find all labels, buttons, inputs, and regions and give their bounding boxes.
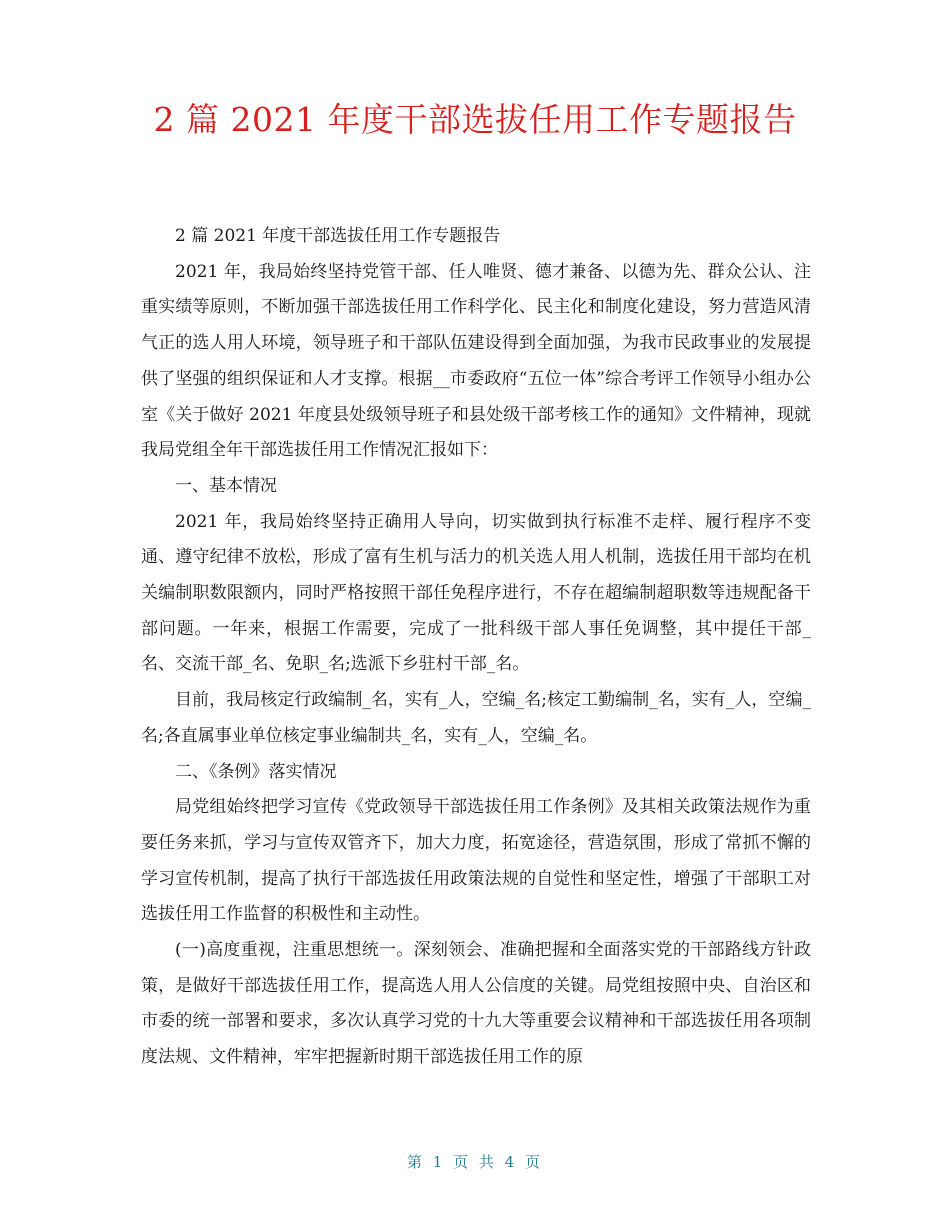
paragraph-staffing: 目前，我局核定行政编制_名，实有_人，空编_名;核定工勤编制_名，实有_人，空编_名;各直属事业单位核定事业编制共_名，实有_人，空编_名。 (141, 690, 811, 746)
paragraph-basic-situation: 2021 年，我局始终坚持正确用人导向，切实做到执行标准不走样、履行程序不变通、遵守纪律不放松，形成了富有生机与活力的机关选人用人机制，选拔任用干部均在机关编制职数限额内，同时严格按照干部任免程序进行，不存在超编制超职数等违规配备干部问题。一年来，根据工作需要，完成了一批科级干部人事任免调整，其中提任干部_名、交流干部_名、免职_名;选派下乡驻村干部_名。 (141, 511, 811, 675)
section-heading-basic-situation: 一、基本情况 (175, 475, 277, 496)
paragraph-subtitle: 2 篇 2021 年度干部选拔任用工作专题报告 (175, 226, 501, 246)
document-title: 2 篇 2021 年度干部选拔任用工作专题报告 (153, 100, 797, 139)
paragraph-intro: 2021 年，我局始终坚持党管干部、任人唯贤、德才兼备、以德为先、群众公认、注重实绩等原则，不断加强干部选拔任用工作科学化、民主化和制度化建设，努力营造风清气正的选人用人环境，领导班子和干部队伍建设得到全面加强，为我市民政事业的发展提供了坚强的组织保证和人才支撑。根据__市委政府“五位一体”综合考评工作领导小组办公室《关于做好 2021 年度县处级领导班子和县处级干部考核工作的通知》文件精神，现就我局党组全年干部选拔任用工作情况汇报如下： (141, 261, 811, 461)
page-number: 第 1 页 共 4 页 (407, 1153, 543, 1171)
section-heading-regulations: 二、《条例》落实情况 (175, 761, 337, 782)
paragraph-regulations: 局党组始终把学习宣传《党政领导干部选拔任用工作条例》及其相关政策法规作为重要任务来抓，学习与宣传双管齐下，加大力度，拓宽途径，营造氛围，形成了常抓不懈的学习宣传机制，提高了执行干部选拔任用政策法规的自觉性和坚定性，增强了干部职工对选拔任用工作监督的积极性和主动性。 (141, 797, 811, 925)
paragraph-subsection-1: (一)高度重视，注重思想统一。深刻领会、准确把握和全面落实党的干部路线方针政策，是做好干部选拔任用工作，提高选人用人公信度的关键。局党组按照中央、自治区和市委的统一部署和要求，多次认真学习党的十九大等重要会议精神和干部选拔任用各项制度法规、文件精神，牢牢把握新时期干部选拔任用工作的原 (141, 940, 811, 1068)
document-body (141, 219, 811, 1076)
